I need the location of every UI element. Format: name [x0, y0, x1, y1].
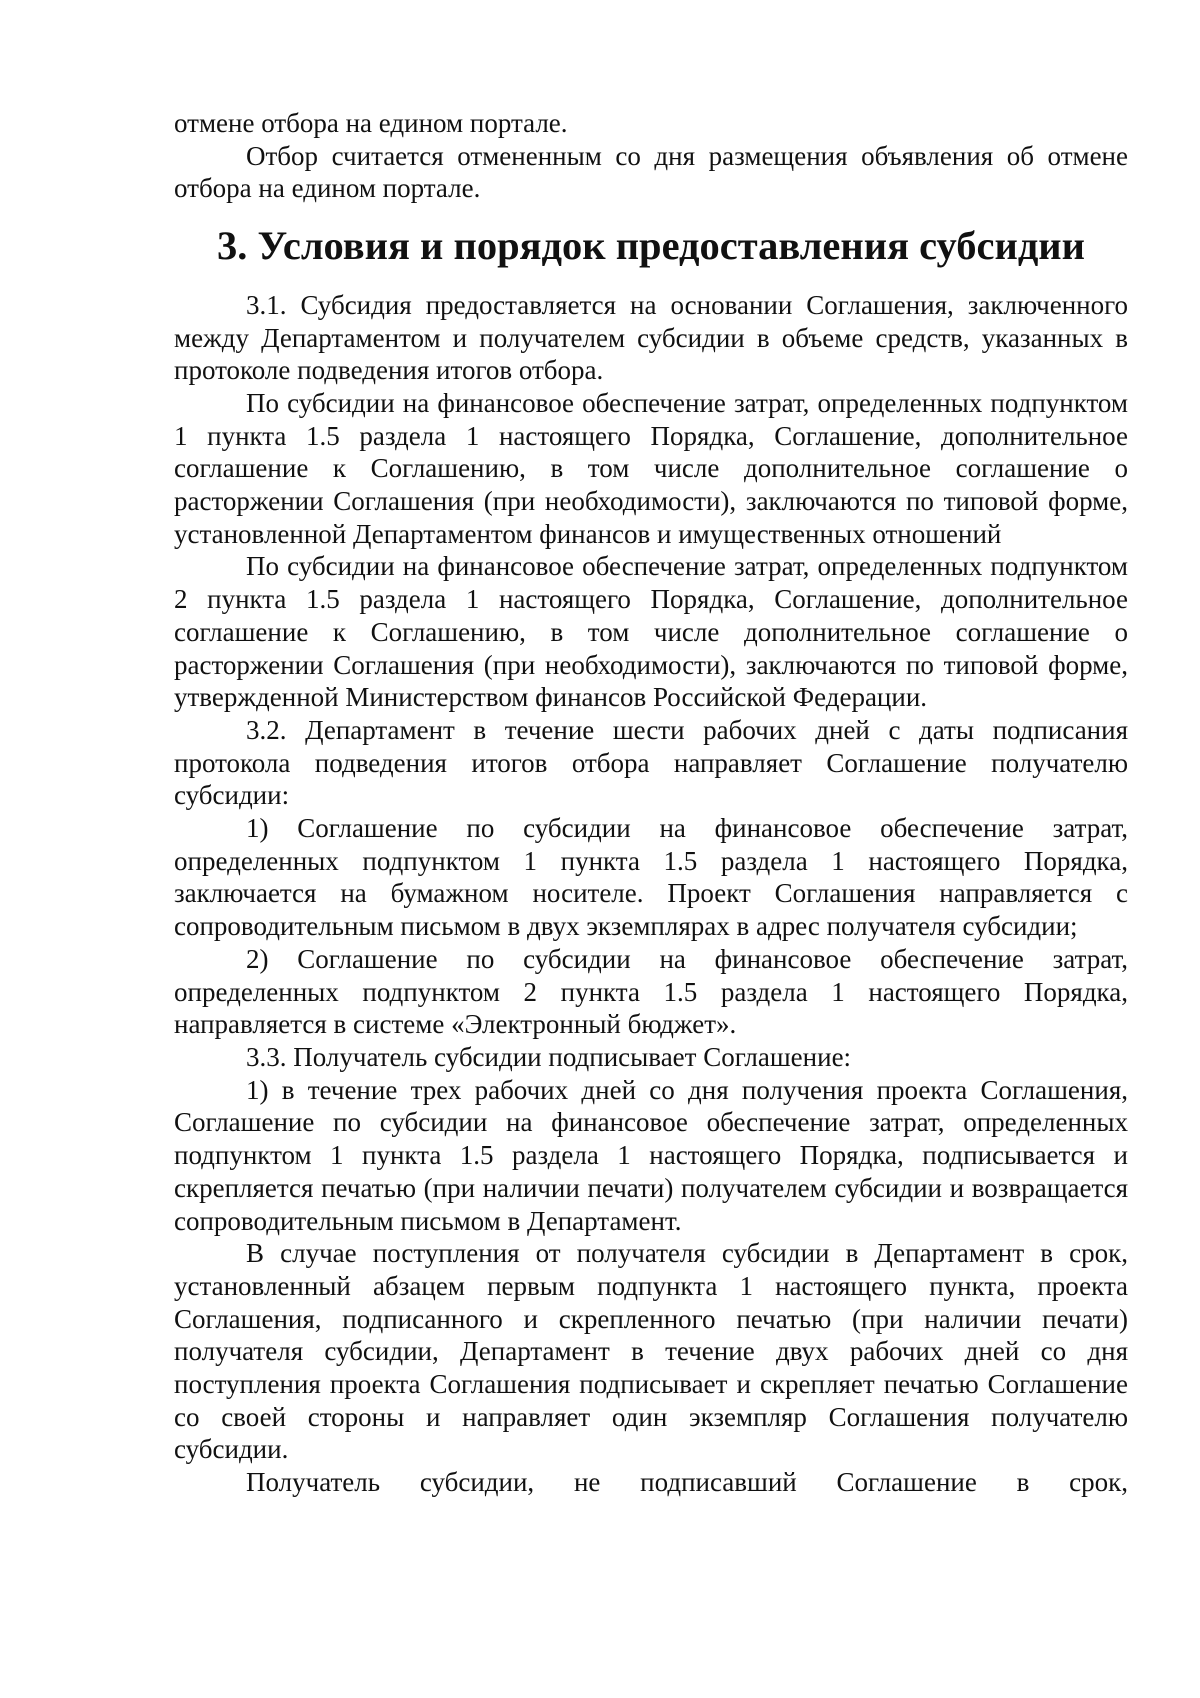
paragraph-3-1: 3.1. Субсидия предоставляется на основании Соглашения, заключенного между Департаментом и получателем субсидии в объеме средств, указанных в протоколе подведения итогов отбора.	[174, 289, 1128, 386]
paragraph-unsigned-recipient: Получатель субсидии, не подписавший Соглашение в срок,	[246, 1467, 1128, 1498]
document-page	[174, 107, 1128, 1499]
section-heading: 3. Условия и порядок предоставления субсидии	[217, 223, 1085, 269]
paragraph-subsidy-type-2: По субсидии на финансовое обеспечение затрат, определенных подпунктом 2 пункта 1.5 раздела 1 настоящего Порядка, Соглашение, дополнительное соглашение к Соглашению, в том числе дополнительное соглашение о расторжении Соглашения (при необходимости), заключаются по типовой форме, утвержденной Министерством финансов Российской Федерации.	[174, 551, 1128, 713]
paragraph-3-2-item-1: 1) Соглашение по субсидии на финансовое обеспечение затрат, определенных подпунктом 1 пункта 1.5 раздела 1 настоящего Порядка, заключается на бумажном носителе. Проект Соглашения направляется с сопроводительным письмом в двух экземплярах в адрес получателя субсидии;	[174, 813, 1128, 942]
paragraph-selection-cancelled: Отбор считается отмененным со дня размещения объявления об отмене отбора на едином портале.	[174, 140, 1128, 204]
paragraph-3-3: 3.3. Получатель субсидии подписывает Соглашение:	[246, 1041, 852, 1072]
paragraph-continuation: отмене отбора на едином портале.	[174, 108, 568, 138]
paragraph-3-2: 3.2. Департамент в течение шести рабочих дней с даты подписания протокола подведения итогов отбора направляет Соглашение получателю субсидии:	[174, 714, 1128, 811]
paragraph-3-3-item-1: 1) в течение трех рабочих дней со дня получения проекта Соглашения, Соглашение по субсидии на финансовое обеспечение затрат, определенных подпунктом 1 пункта 1.5 раздела 1 настоящего Порядка, подписывается и скрепляется печатью (при наличии печати) получателем субсидии и возвращается сопроводительным письмом в Департамент.	[174, 1074, 1128, 1236]
paragraph-subsidy-type-1: По субсидии на финансовое обеспечение затрат, определенных подпунктом 1 пункта 1.5 раздела 1 настоящего Порядка, Соглашение, дополнительное соглашение к Соглашению, в том числе дополнительное соглашение о расторжении Соглашения (при необходимости), заключаются по типовой форме, установленной Департаментом финансов и имущественных отношений	[174, 387, 1128, 549]
paragraph-receipt-case: В случае поступления от получателя субсидии в Департамент в срок, установленный абзацем первым подпункта 1 настоящего пункта, проекта Соглашения, подписанного и скрепленного печатью (при наличии печати) получателя субсидии, Департамент в течение двух рабочих дней со дня поступления проекта Соглашения подписывает и скрепляет печатью Соглашение со своей стороны и направляет один экземпляр Соглашения получателю субсидии.	[174, 1238, 1128, 1465]
paragraph-3-2-item-2: 2) Соглашение по субсидии на финансовое обеспечение затрат, определенных подпунктом 2 пункта 1.5 раздела 1 настоящего Порядка, направляется в системе «Электронный бюджет».	[174, 943, 1128, 1040]
